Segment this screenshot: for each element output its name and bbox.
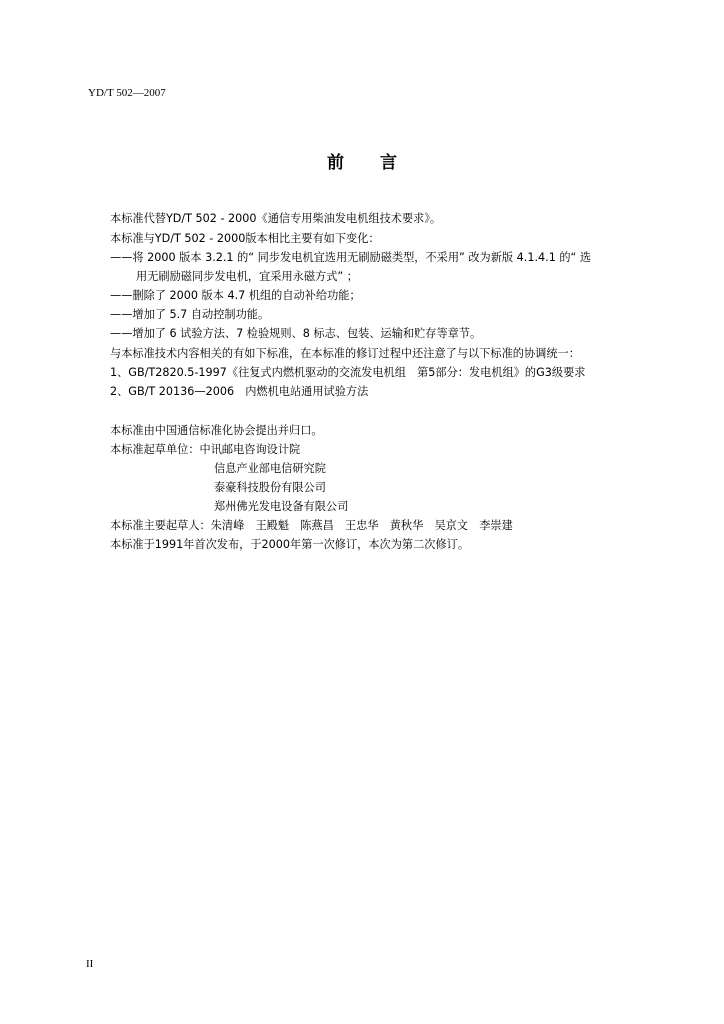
change-item: ——增加了 6 试验方法、7 检验规则、8 标志、包装、运输和贮存等章节。: [110, 327, 482, 340]
reference-item: 2、GB/T 20136—2006 内燃机电站通用试验方法: [110, 385, 369, 398]
change-item: ——删除了 2000 版本 4.7 机组的自动补给功能；: [110, 289, 361, 302]
reference-item: 1、GB/T2820.5-1997《往复式内燃机驱动的交流发电机组 第5部分：发电机组》的G3级要求: [110, 366, 586, 379]
drafting-units: 本标准起草单位：中讯邮电咨询设计院: [110, 443, 301, 456]
drafters-line: 本标准主要起草人：朱清峰 王殿魁 陈燕昌 王忠华 黄秋华 吴京文 李崇建: [110, 519, 513, 532]
document-code: YD/T 502—2007: [88, 87, 166, 99]
drafting-unit: 信息产业部电信研究院: [214, 462, 326, 475]
drafting-unit: 泰豪科技股份有限公司: [214, 481, 326, 494]
paragraph-line: 本标准于1991年首次发布，于2000年第一次修订，本次为第二次修订。: [110, 538, 470, 551]
page-title: 前言: [327, 153, 433, 173]
paragraph-line: 本标准由中国通信标准化协会提出并归口。: [110, 424, 323, 437]
change-item-continuation: 用无刷励磁同步发电机，宜采用永磁方式” ；: [136, 270, 358, 283]
paragraph-line: 与本标准技术内容相关的有如下标准，在本标准的修订过程中还注意了与以下标准的协调统一：: [110, 347, 580, 360]
paragraph-line: 本标准与YD/T 502 - 2000版本相比主要有如下变化：: [110, 232, 380, 245]
change-item: ——增加了 5.7 自动控制功能。: [110, 308, 270, 321]
drafting-unit: 郑州佛光发电设备有限公司: [214, 500, 349, 513]
change-item: ——将 2000 版本 3.2.1 的“ 同步发电机宜选用无刷励磁类型，不采用” 改为新版 4.1.4.1 的“ 选: [110, 251, 592, 264]
paragraph-line: 本标准代替YD/T 502 - 2000《通信专用柴油发电机组技术要求》。: [110, 212, 442, 225]
page-number: II: [86, 958, 94, 970]
